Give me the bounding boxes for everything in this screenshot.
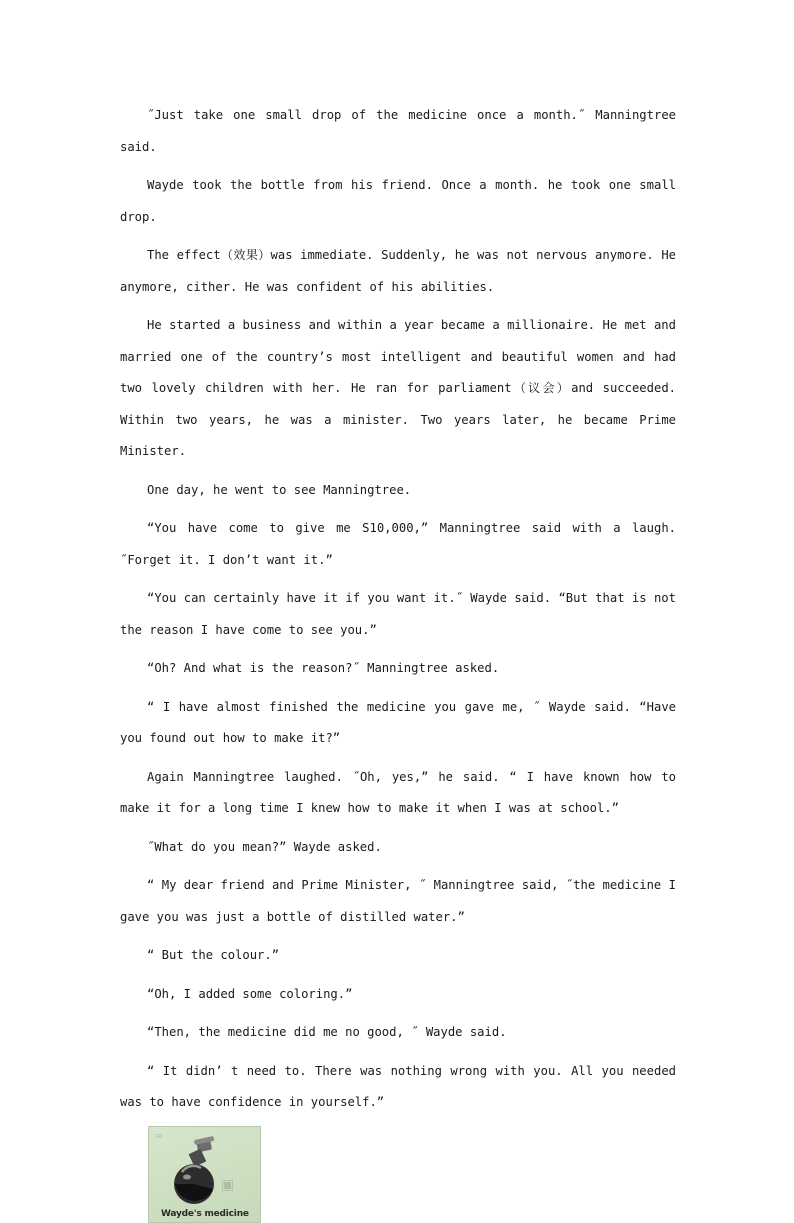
medicine-illustration [148, 1126, 261, 1223]
paragraph-5: One day, he went to see Manningtree. [147, 482, 412, 497]
paragraph-11: ˝What do you mean?” Wayde asked. [147, 839, 382, 854]
paragraph-8: “Oh? And what is the reason?˝ Manningtree asked. [147, 661, 500, 675]
paragraph-12: “ My dear friend and Prime Minister, ˝ Manningtree said, ˝the medicine I gave you was just a bottle of distilled water.” [120, 878, 676, 924]
paragraph-9: “ I have almost finished the medicine you gave me, ˝ Wayde said. “Have you found out how to make it?” [120, 699, 676, 745]
paragraph-15: “Then, the medicine did me no good, ˝ Wayde said. [147, 1025, 507, 1039]
paragraph-2: Wayde took the bottle from his friend. Once a month. he took one small drop. [120, 178, 676, 224]
paragraph-13: “ But the colour.” [147, 948, 280, 962]
paragraph-14: “Oh, I added some coloring.” [147, 986, 353, 1001]
document-page [120, 100, 676, 1223]
medicine-bottle-icon [149, 1127, 260, 1222]
paragraph-6: “You have come to give me S10,000,” Manningtree said with a laugh. ˝Forget it. I don’t want it.” [120, 521, 676, 567]
figure-caption: Wayde's medicine [161, 1208, 249, 1219]
paragraph-16: “ It didn’ t need to. There was nothing wrong with you. All you needed was to have confidence in yourself.” [120, 1063, 676, 1109]
paragraph-3: The effect（效果）was immediate. Suddenly, he was not nervous anymore. He anymore, cither. He was confident of his abilities. [120, 248, 676, 294]
paragraph-10: Again Manningtree laughed. ˝Oh, yes,” he said. “ I have known how to make it for a long time I knew how to make it when I was at school.” [120, 769, 676, 815]
paragraph-7: “You can certainly have it if you want it.˝ Wayde said. “But that is not the reason I have come to see you.” [120, 591, 676, 637]
background-doodle-icon: ▣ [221, 1176, 235, 1193]
background-scribble-icon: ≈ [155, 1130, 164, 1142]
paragraph-4: He started a business and within a year became a millionaire. He met and married one of the country’s most intelligent and beautiful women and had two lovely children with her. He ran for parliament（议会）and succeeded. Within two years, he was a minister. Two years later, he became Prime Minister. [120, 318, 676, 458]
paragraph-1: ˝Just take one small drop of the medicine once a month.˝ Manningtree said. [120, 108, 676, 154]
